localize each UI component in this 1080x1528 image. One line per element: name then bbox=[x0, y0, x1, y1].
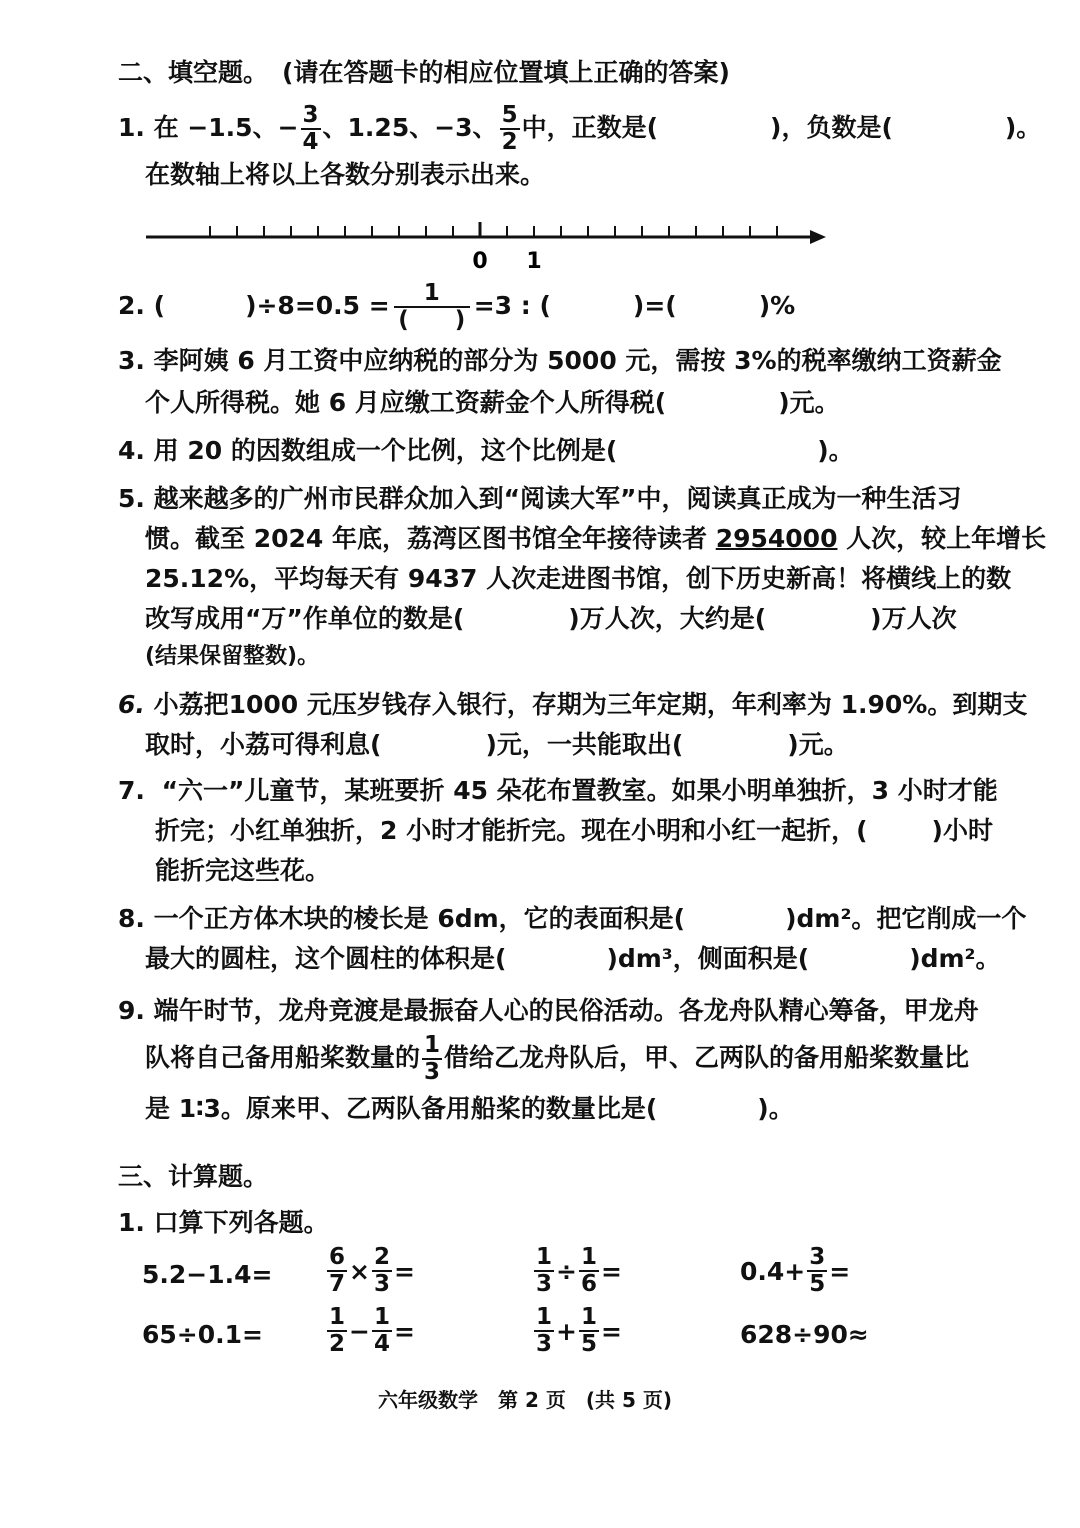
answer-blank[interactable]: ( ) bbox=[398, 307, 466, 333]
question-number: 7. bbox=[118, 776, 145, 805]
calc-item: 0.4+ $\frac{3}{5}$ = bbox=[740, 1244, 851, 1297]
question-number: 5. bbox=[118, 484, 145, 513]
question-number: 6. bbox=[118, 690, 145, 719]
question-5-line-5: (结果保留整数)。 bbox=[145, 644, 320, 669]
question-2: 2. ( )÷8=0.5 = $\frac{1}{( )}$ =3 : ( )=( )% bbox=[118, 280, 796, 333]
question-text: 中，正数是( bbox=[521, 113, 659, 142]
question-number: 1. bbox=[118, 113, 145, 142]
calc-item: 628÷90≈ bbox=[740, 1319, 869, 1349]
arrow-icon bbox=[810, 230, 826, 244]
question-number: 2. bbox=[118, 291, 145, 320]
question-5-line-3: 25.12%，平均每天有 9437 人次走进图书馆，创下历史新高！将横线上的数 bbox=[145, 564, 1012, 593]
calc-item: $\frac{1}{2}$ − $\frac{1}{4}$ = bbox=[329, 1304, 415, 1357]
question-6-line-2: 取时，小荔可得利息( )元，一共能取出( )元。 bbox=[145, 730, 849, 759]
question-8-line-2: 最大的圆柱，这个圆柱的体积是( )dm³，侧面积是( )dm²。 bbox=[145, 944, 1001, 973]
fraction: $\frac{1}{( )}$ bbox=[394, 282, 470, 332]
question-9-line-2: 队将自己备用船桨数量的 $\frac{1}{3}$ 借给乙龙舟队后，甲、乙两队的备用船桨数量比 bbox=[145, 1032, 970, 1085]
section-2-title: 二、填空题。 bbox=[118, 58, 269, 87]
question-9-line-3: 是 1∶3。原来甲、乙两队备用船桨的数量比是( )。 bbox=[145, 1094, 794, 1123]
axis-label-zero: 0 bbox=[472, 249, 488, 274]
question-number: 9. bbox=[118, 996, 145, 1025]
calc-1-title: 1. 口算下列各题。 bbox=[118, 1208, 329, 1237]
question-text: 、1.25、−3、 bbox=[322, 113, 498, 142]
number-line[interactable] bbox=[140, 212, 840, 274]
question-number: 8. bbox=[118, 904, 145, 933]
fraction: $\frac{1}{3}$ bbox=[424, 1032, 441, 1085]
question-8: 8. 一个正方体木块的棱长是 6dm，它的表面积是( )dm²。把它削成一个 bbox=[118, 904, 1027, 933]
section-3-title: 三、计算题。 bbox=[118, 1162, 269, 1191]
page-footer: 六年级数学 第 2 页 (共 5 页) bbox=[378, 1388, 672, 1412]
calc-item: 65÷0.1= bbox=[142, 1319, 263, 1349]
section-2-note: (请在答题卡的相应位置填上正确的答案) bbox=[282, 58, 730, 87]
question-5-line-2: 惯。截至 2024 年底，荔湾区图书馆全年接待读者 2954000 人次，较上年增长 bbox=[145, 524, 1047, 553]
fraction: $\frac{3}{4}$ bbox=[302, 102, 319, 155]
axis-label-one: 1 bbox=[526, 249, 542, 274]
question-5-line-4: 改写成用“万”作单位的数是( )万人次，大约是( )万人次 bbox=[145, 604, 957, 633]
question-number: 4. bbox=[118, 436, 145, 465]
question-number: 3. bbox=[118, 346, 145, 375]
question-9: 9. 端午时节，龙舟竞渡是最振奋人心的民俗活动。各龙舟队精心筹备，甲龙舟 bbox=[118, 996, 979, 1025]
calc-item: $\frac{1}{3}$ ÷ $\frac{1}{6}$ = bbox=[536, 1244, 622, 1297]
underlined-number: 2954000 bbox=[715, 524, 838, 553]
fraction: $\frac{5}{2}$ bbox=[501, 102, 518, 155]
question-text: 在 −1.5、− bbox=[153, 113, 299, 142]
calc-item: $\frac{6}{7}$ × $\frac{2}{3}$ = bbox=[329, 1244, 415, 1297]
question-3-line-2: 个人所得税。她 6 月应缴工资薪金个人所得税( )元。 bbox=[145, 388, 840, 417]
question-6: 6. 小荔把1000 元压岁钱存入银行，存期为三年定期，年利率为 1.90%。到期支 bbox=[118, 690, 1028, 719]
question-1 bbox=[118, 104, 1041, 154]
calc-item: 5.2−1.4= bbox=[142, 1259, 273, 1289]
question-1-line-2: 在数轴上将以上各数分别表示出来。 bbox=[145, 160, 546, 189]
question-7-line-2: 折完；小红单独折，2 小时才能折完。现在小明和小红一起折，( )小时 bbox=[155, 816, 993, 845]
question-5: 5. 越来越多的广州市民群众加入到“阅读大军”中，阅读真正成为一种生活习 bbox=[118, 484, 962, 513]
question-3: 3. 李阿姨 6 月工资中应纳税的部分为 5000 元，需按 3%的税率缴纳工资薪金 bbox=[118, 346, 1002, 375]
calc-item: $\frac{1}{3}$ + $\frac{1}{5}$ = bbox=[536, 1304, 622, 1357]
question-7: 7. “六一”儿童节，某班要折 45 朵花布置教室。如果小明单独折，3 小时才能 bbox=[118, 776, 998, 805]
question-4: 4. 用 20 的因数组成一个比例，这个比例是( )。 bbox=[118, 436, 854, 465]
question-7-line-3: 能折完这些花。 bbox=[155, 856, 331, 885]
question-text: )。 bbox=[1004, 113, 1042, 142]
question-text: )，负数是( bbox=[770, 113, 893, 142]
number-line-ticks bbox=[210, 222, 777, 237]
section-2-header bbox=[118, 58, 730, 88]
